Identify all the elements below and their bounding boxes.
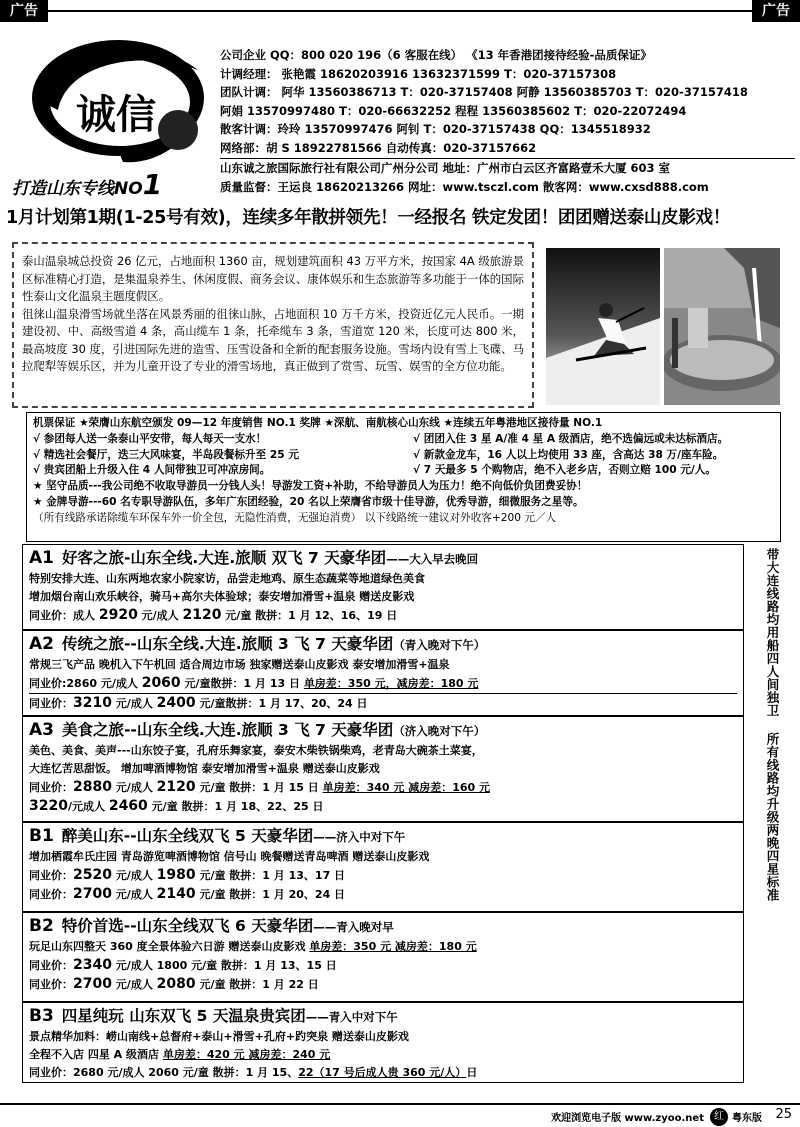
page-number: 25 bbox=[775, 1107, 792, 1122]
hot-spring-photo bbox=[664, 248, 780, 405]
tour-price: 同业价：3210 元/成人 2400 元/童散拼：1 月 17、20、24 日 bbox=[29, 695, 368, 711]
ad-label-left: 广告 bbox=[0, 0, 48, 22]
promo-awards: 机票保证 ★荣膺山东航空颁发 09—12 年度销售 NO.1 奖牌 ★深航、南航核心山东线 ★连续五年粤港地区接待量 NO.1 bbox=[33, 417, 603, 429]
footer bbox=[0, 1103, 800, 1127]
top-rule bbox=[48, 10, 752, 12]
company-websites: 质量监督：王运良 18620213266 网址：www.tsczl.com 散客网：www.cxsd888.com bbox=[220, 179, 709, 194]
tour-b2: B2 特价首选--山东全线双飞 6 天豪华团——青入晚对早 玩足山东四整天 360 度全景体验六日游 赠送泰山皮影戏 单房差：350 元 减房差：180 元 同业价：2340 元/成人 1800 元/童 散拼：1 月 13、15 日 同业价：2700 元/成人 2080 元/童 散拼：1 月 22 日 bbox=[23, 913, 743, 1003]
promo-box bbox=[26, 412, 781, 542]
logo-slogan: 打造山东专线NO1 bbox=[12, 168, 163, 201]
tour-a1: A1 好客之旅-山东全线.大连.旅顺 双飞 7 天豪华团——大入早去晚回 特别安排大连、山东两地农家小院家访，品尝走地鸡、原生态蔬菜等地道绿色美食 增加烟台南山欢乐峡谷，骑马+高尔夫体验球；泰安增加滑雪+温泉 赠送皮影戏 同业价：成人 2920 元/成人 2120 元/童 散拼：1 月 12、16、19 日 bbox=[23, 545, 743, 631]
tour-b3: B3 四星纯玩 山东双飞 5 天温泉贵宾团——青入中对下午 景点精华加料：崂山南线+总督府+泰山+滑雪+孔府+趵突泉 赠送泰山皮影戏 全程不入店 四星 A 级酒店 单房差：420 元 减房差：240 元 同业价：2680 元/成人 2060 元/童 散拼：1 月 15、22（17 号后成人贵 360 元/人）日 bbox=[23, 1003, 743, 1084]
headline: 1月计划第1期(1-25号有效)，连续多年散拼领先！一经报名 铁定发团！团团赠送泰山皮影戏！ bbox=[6, 208, 730, 228]
tour-price: 同业价：成人 2920 元/成人 2120 元/童 散拼：1 月 12、16、19 日 bbox=[29, 607, 398, 623]
tour-title: 四星纯玩 山东双飞 5 天温泉贵宾团 bbox=[61, 1007, 306, 1025]
tour-price: 3220/元成人 2460 元/童 散拼：1 月 18、22、25 日 bbox=[29, 798, 324, 814]
tour-price: 同业价：2880 元/成人 2120 元/童 散拼：1 月 15 日 单房差：340 元 减房差：160 元 bbox=[29, 779, 491, 795]
promo-row-4: √ 贵宾团船上升级入住 4 人间带独卫可冲凉房间。 √ 7 天最多 5 个购物店，绝不入老乡店，否则立赔 100 元/人。 bbox=[33, 464, 716, 477]
tour-price: 同业价：2680 元/成人 2060 元/童 散拼：1 月 15、22（17 号后成人贵 360 元/人）日 bbox=[29, 1066, 478, 1079]
contact-team-2: 阿娟 13570997480 T：020-66632252 程程 13560385602 T：020-22072494 bbox=[220, 103, 687, 118]
intro-box bbox=[12, 242, 534, 408]
contact-qq: 公司企业 QQ：800 020 196（6 客服在线） 《13 年香港团接待经验-品质保证》 bbox=[220, 48, 652, 62]
tour-a2: A2 传统之旅--山东全线.大连.旅顺 3 飞 7 天豪华团（青入晚对下午） 常规三飞产品 晚机入下午机回 适合周边市场 独家赠送泰山皮影戏 泰安增加滑雪+温泉 同业价:2860 元/成人 2060 元/童散拼：1 月 13 日 单房差：350 元，减房差：180 元 同业价：3210 元/成人 2400 元/童散拼：1 月 17、20、24 日 bbox=[23, 631, 743, 717]
logo-text: 诚信 bbox=[76, 91, 156, 138]
tour-price: 同业价：2700 元/成人 2140 元/童 散拼：1 月 20、24 日 bbox=[29, 886, 346, 902]
promo-quality: ★ 坚守品质---我公司绝不收取导游员一分钱人头！导游发工资+补助，不给导游员人为压力！绝不向低价负团费妥协！ bbox=[33, 480, 588, 493]
company-logo bbox=[28, 30, 208, 180]
tour-title: 醉美山东--山东全线双飞 5 天豪华团 bbox=[61, 827, 314, 845]
footer-badge-icon: 红 bbox=[710, 1108, 728, 1126]
promo-row-3: √ 精选社会餐厅，迭三大风味宴，半岛段餐标升至 25 元 √ 新款金龙车，16 人以上均使用 33 座，含高达 38 万/座车险。 bbox=[33, 448, 724, 461]
tour-list bbox=[22, 544, 744, 1083]
promo-row-2: √ 参团每人送一条泰山平安带，每人每天一支水！ √ 团团入住 3 星 A/准 4 星 A 级酒店，绝不选偏远或未达标酒店。 bbox=[33, 432, 729, 445]
footer-website[interactable]: 欢迎浏览电子版 www.zyoo.net bbox=[551, 1113, 704, 1124]
tour-price: 同业价:2860 元/成人 2060 元/童散拼：1 月 13 日 单房差：350 元，减房差：180 元 bbox=[29, 675, 479, 691]
tour-price: 同业价：2520 元/成人 1980 元/童 散拼：1 月 13、17 日 bbox=[29, 867, 346, 883]
tour-price: 同业价：2700 元/成人 2080 元/童 散拼：1 月 22 日 bbox=[29, 976, 319, 992]
promo-note: （所有线路承诺除缆车环保车外一价全包，无隐性消费，无强迫消费） 以下线路统一建议对外收客+200 元／人 bbox=[33, 511, 557, 524]
side-notice: 带大连线路均用船四人间独卫 所有线路均升级两晚四星标准 bbox=[765, 548, 780, 902]
company-address: 山东诚之旅国际旅行社有限公司广州分公司 地址：广州市白云区齐富路壹禾大厦 603 室 bbox=[220, 161, 671, 175]
ad-label-right: 广告 bbox=[752, 0, 800, 22]
tour-a3: A3 美食之旅--山东全线.大连.旅顺 3 飞 7 天豪华团（济入晚对下午） 美色、美食、美声---山东饺子宴，孔府乐舞家宴，泰安木柴铁锅柴鸡，老青岛大碗茶土菜宴， 大连忆苦思甜饭。 增加啤酒博物馆 泰安增加滑雪+温泉 赠送泰山皮影戏 同业价：2880 元/成人 2120 元/童 散拼：1 月 15 日 单房差：340 元 减房差：160 元 3220/元成人 2460 元/童 散拼：1 月 18、22、25 日 bbox=[23, 717, 743, 823]
intro-hot-spring: 泰山温泉城总投资 26 亿元，占地面积 1360 亩，规划建筑面积 43 万平方米，按国家 4A 级旅游景区标准精心打造，是集温泉养生、休闲度假、商务会议、康体娱乐和生态旅游等多功能于一体的国际性泰山文化温泉主题度假区。 bbox=[22, 254, 524, 303]
contact-retail: 散客计调：玲玲 13570997476 阿钊 T：020-37157438 QQ：1345518932 bbox=[220, 122, 651, 136]
contact-block bbox=[220, 46, 795, 196]
intro-ski-resort: 徂徕山温泉滑雪场就坐落在风景秀丽的徂徕山脉，占地面积 10 万千方米，投资近亿元人民币。一期建设初、中、高级雪道 4 条，高山缆车 1 条，托牵缆车 3 条，雪道宽 120 米，长度可达 800 米，最高坡度 30 度，引进国际先进的造雪、压雪设备和全新的配套服务设施。雪场内设有雪上飞碟、马拉爬犁等娱乐区，并为儿童开设了专业的滑雪场地，真正做到了赏雪、玩雪、娱雪的全方位功能。 bbox=[22, 306, 524, 373]
contact-web-dept: 网络部：胡 S 18922781566 自动传真：020-37157662 bbox=[220, 140, 537, 155]
footer-edition: 粤东版 bbox=[732, 1113, 762, 1124]
tour-price: 同业价：2340 元/成人 1800 元/童 散拼：1 月 13、15 日 bbox=[29, 957, 337, 973]
tour-b1: B1 醉美山东--山东全线双飞 5 天豪华团——济入中对下午 增加栖霞牟氏庄园 青岛游览啤酒博物馆 信号山 晚餐赠送青岛啤酒 赠送泰山皮影戏 同业价：2520 元/成人 1980 元/童 散拼：1 月 13、17 日 同业价：2700 元/成人 2140 元/童 散拼：1 月 20、24 日 bbox=[23, 823, 743, 913]
contact-team-1: 团队计调： 阿华 13560386713 T：020-37157408 阿静 13560385703 T：020-37157418 bbox=[220, 85, 748, 99]
skiing-photo bbox=[546, 248, 660, 405]
tour-title: 传统之旅--山东全线.大连.旅顺 3 飞 7 天豪华团 bbox=[62, 635, 394, 653]
tour-title: 美食之旅--山东全线.大连.旅顺 3 飞 7 天豪华团 bbox=[62, 721, 394, 739]
contact-manager: 计调经理： 张艳霞 18620203916 13632371599 T：020-37157308 bbox=[220, 66, 617, 81]
promo-guides: ★ 金牌导游---60 名专职导游队伍，多年广东团经验，20 名以上荣膺省市级十佳导游，优秀导游，细微服务之星等。 bbox=[33, 495, 584, 508]
tour-title: 好客之旅-山东全线.大连.旅顺 双飞 7 天豪华团 bbox=[62, 549, 387, 567]
tour-title: 特价首选--山东全线双飞 6 天豪华团 bbox=[61, 917, 314, 935]
